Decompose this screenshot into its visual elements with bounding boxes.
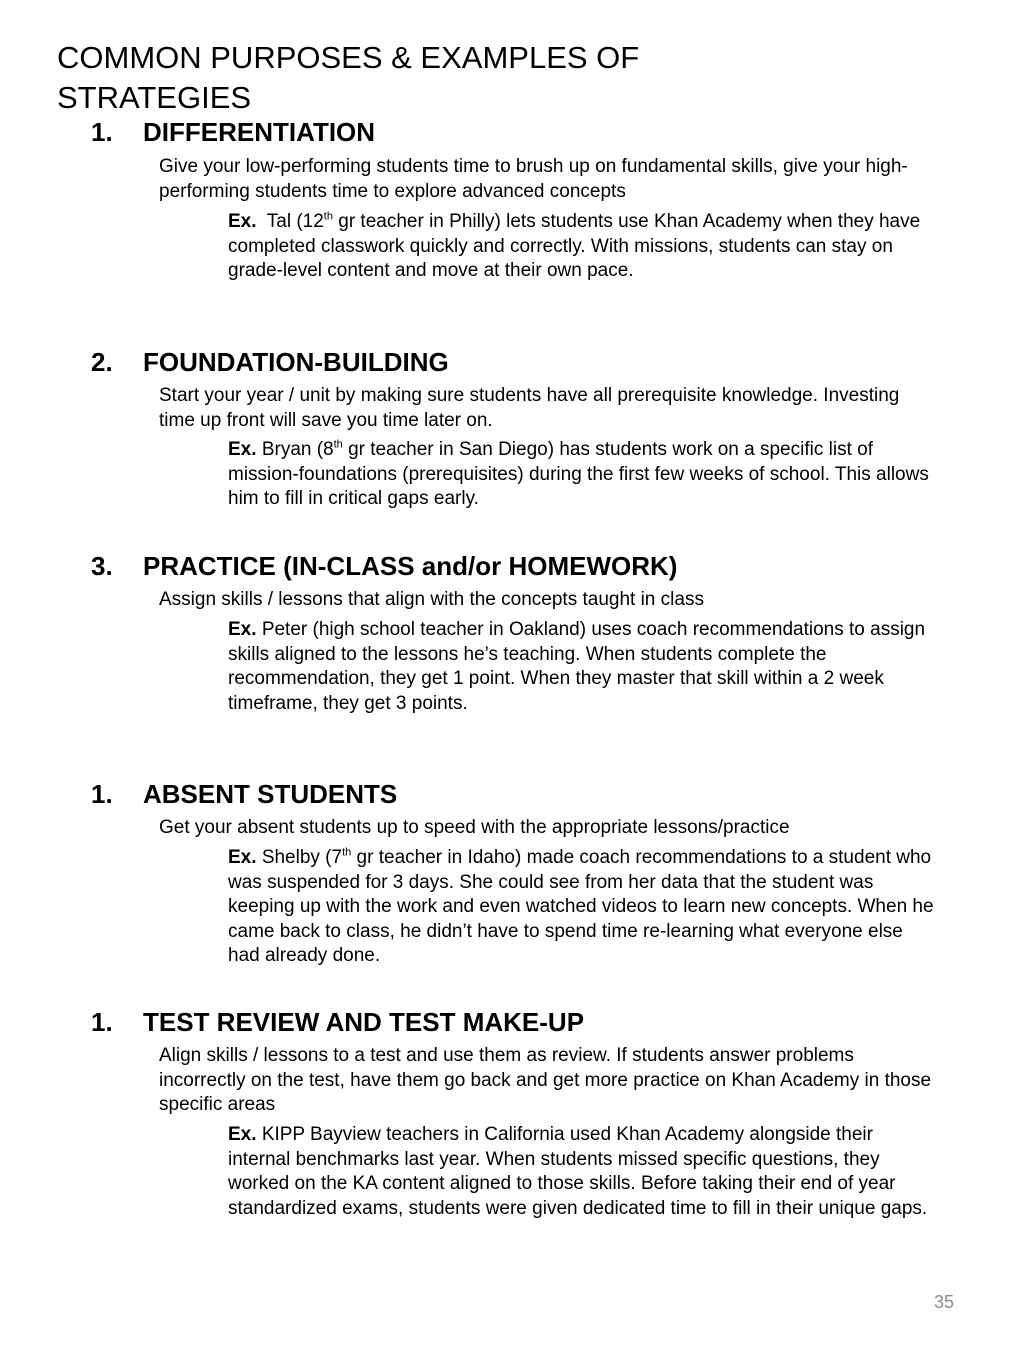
- section-description: Start your year / unit by making sure students have all prerequisite knowledge. Investing time up front will save you time later on.: [159, 385, 900, 431]
- section-title: ABSENT STUDENTS: [143, 779, 398, 809]
- ordinal-suffix: th: [342, 846, 352, 859]
- example-text: Peter (high school teacher in Oakland) uses coach recommendations to assign skills aligned to the lessons he’s teaching. When students complete the recommendation, they get 1 point. When they master that skill within a 2 week timeframe, they get 3 points.: [228, 619, 926, 714]
- example-label: Ex.: [228, 619, 257, 640]
- example-text-rest: gr teacher in Philly) lets students use Khan Academy when they have completed classwork quickly and correctly. With missions, students can stay on grade-level content and move at their own pace.: [228, 211, 921, 281]
- page-title: COMMON PURPOSES & EXAMPLES OF STRATEGIES: [57, 40, 640, 115]
- example-text: Tal (12: [266, 211, 324, 232]
- section-title: TEST REVIEW AND TEST MAKE-UP: [143, 1007, 585, 1037]
- example-label: Ex.: [228, 439, 257, 460]
- example-label: Ex.: [228, 1124, 257, 1145]
- section-title: FOUNDATION-BUILDING: [143, 347, 449, 377]
- section-description: Assign skills / lessons that align with the concepts taught in class: [159, 589, 704, 610]
- example-text-rest: gr teacher in San Diego) has students work on a specific list of mission-foundations (prerequisites) during the first few weeks of school. This allows him to fill in critical gaps early.: [228, 439, 929, 509]
- section-number: 1.: [91, 117, 113, 147]
- example-text: KIPP Bayview teachers in California used Khan Academy alongside their internal benchmarks last year. When students missed specific questions, they worked on the KA content aligned to those skills. Before taking their end of year standardized exams, students were given dedicated time to fill in their unique gaps.: [228, 1124, 928, 1219]
- example-text-rest: gr teacher in Idaho) made coach recommendations to a student who was suspended for 3 days. She could see from her data that the student was keeping up with the work and even watched videos to learn new concepts. When he came back to class, he didn’t have to spend time re-learning what everyone else had already done.: [228, 847, 934, 966]
- section-number: 1.: [91, 1007, 113, 1037]
- section-example: [228, 1123, 938, 1221]
- section-number: 1.: [91, 779, 113, 809]
- section-description: Align skills / lessons to a test and use them as review. If students answer problems incorrectly on the test, have them go back and get more practice on Khan Academy in those specific areas: [159, 1045, 932, 1115]
- slide-number: 35: [934, 1292, 955, 1312]
- example-text: Shelby (7: [261, 847, 343, 868]
- section-number: 3.: [91, 551, 113, 581]
- ordinal-suffix: th: [323, 210, 333, 223]
- section-title: PRACTICE (IN-CLASS and/or HOMEWORK): [143, 551, 678, 581]
- section-description: Give your low-performing students time to brush up on fundamental skills, give your high-performing students time to explore advanced concepts: [159, 156, 908, 202]
- section-description: Get your absent students up to speed with the appropriate lessons/practice: [159, 817, 790, 838]
- example-label: Ex.: [228, 211, 257, 232]
- ordinal-suffix: th: [333, 438, 343, 451]
- section-heading: [91, 346, 449, 378]
- section-example: [228, 438, 938, 512]
- section-example: [228, 210, 938, 284]
- section-example: [228, 618, 938, 716]
- example-label: Ex.: [228, 847, 257, 868]
- section-heading: [91, 550, 677, 582]
- example-text: Bryan (8: [261, 439, 334, 460]
- section-heading: [91, 778, 397, 810]
- section-heading: [91, 1006, 584, 1038]
- section-number: 2.: [91, 347, 113, 377]
- section-title: DIFFERENTIATION: [143, 117, 376, 147]
- section-example: [228, 846, 938, 969]
- section-heading: [91, 116, 375, 148]
